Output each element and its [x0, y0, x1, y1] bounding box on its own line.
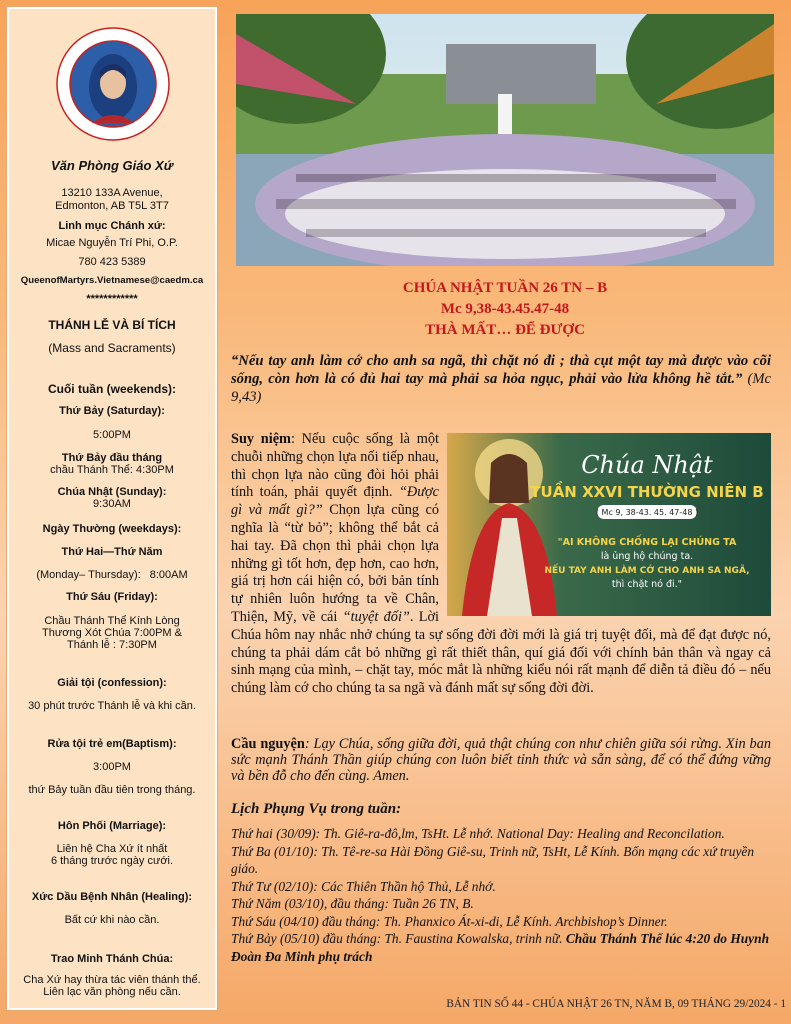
confession-text: 30 phút trước Thánh lễ và khi cần. — [28, 700, 196, 712]
liturgy-item: Thứ Ba (01/10): Th. Tê-re-sa Hài Đồng Giê-su, Trinh nữ, TsHt, Lễ Kính. Bổn mạng các xứ truyền giáo. — [231, 843, 755, 876]
poster-quote-line1: "AI KHÔNG CHỐNG LẠI CHÚNG TA — [557, 537, 737, 548]
communion-line2: Liên lạc văn phòng nếu cần. — [43, 986, 181, 998]
liturgy-last-highlight: Chầu Thánh Thể lúc 4:20 do Huynh Đoàn Đa Minh phụ trách — [231, 931, 770, 964]
prayer-text: : Lạy Chúa, sống giữa đời, quả thật chúng con như chiên giữa sói rừng. Xin ban sức mạnh Thánh Thần giúp chúng con luôn biết tỉnh thức và sẵn sàng, để có thể đứng vững và bền đỗ cho đến cùng. Amen. — [231, 736, 771, 784]
poster-quote-line4: thì chặt nó đi." — [611, 579, 683, 590]
jesus-poster — [447, 433, 771, 616]
stars-divider: ************ — [86, 293, 138, 305]
confession-label: Giải tội (confession): — [57, 677, 167, 689]
poster-quote-line2: là ủng hộ chúng ta. — [600, 551, 694, 562]
poster-reference: ( Mc 9, 38-43. 45. 47-48 ) — [595, 508, 699, 517]
parish-group-photo — [236, 14, 774, 266]
liturgy-title: Lịch Phụng Vụ trong tuần: — [231, 801, 402, 817]
quote-text: “Nếu tay anh làm cớ cho anh sa ngã, thì chặt nó đi ; thà cụt một tay mà được vào cõi sống, còn hơn là có đủ hai tay mà phải sa hỏa ngục, phải vào lửa không hề tắt.” — [231, 353, 771, 387]
poster-title-script: Chúa Nhật — [581, 451, 713, 479]
heading-line3: THÀ MẤT… ĐỂ ĐƯỢC — [425, 322, 585, 338]
healing-text: Bất cứ khi nào cần. — [64, 914, 160, 926]
communion-label: Trao Minh Thánh Chúa: — [50, 953, 174, 965]
mon-thu-label: Thứ Hai—Thứ Năm — [61, 546, 163, 558]
liturgy-item: Thứ Năm (03/10), đầu tháng: Tuần 26 TN, B. — [231, 896, 474, 911]
liturgy-item-last — [231, 930, 771, 965]
reflection-p2: Chọn lựa cũng có nghĩa là “từ bỏ”; không thể bắt cả hai tay. Đã chọn thì phải chọn lựa những gì tốt hơn, đẹp hơn, cao hơn, giá trị hơn cái hiện có, bởi bản tính tự nhiên luôn hướng ta về Chân, Thiện, Mỹ, về cái — [231, 502, 439, 625]
email-link[interactable]: QueenofMartyrs.Vietnamese@caedm.ca — [20, 275, 204, 286]
reflection-lead: Suy niệm — [231, 431, 291, 447]
baptism-time: 3:00PM — [93, 761, 131, 773]
marriage-line2: 6 tháng trước ngày cưới. — [50, 855, 174, 867]
parish-logo — [56, 27, 170, 141]
liturgy-item: Thứ Tư (02/10): Các Thiên Thần hộ Thủ, Lễ nhớ. — [231, 878, 496, 894]
prayer-lead: Cầu nguyện — [231, 736, 305, 752]
reflection-i2: “tuyệt đối” — [342, 608, 410, 625]
gospel-quote — [231, 352, 771, 406]
poster-quote-line3: NẾU TAY ANH LÀM CỚ CHO ANH SA NGÃ, — [544, 566, 750, 576]
reflection-section — [231, 431, 771, 698]
friday-line1: Chầu Thánh Thể Kính Lòng — [44, 615, 180, 627]
mon-thu-line — [13, 569, 211, 582]
sunday-time: 9:30AM — [93, 498, 131, 510]
reflection-p3: . Lời Chúa hôm nay nhắc nhở chúng ta sự sống đời đời mới là giá trị tuyệt đối, mà để đạt được nó, chúng ta phải dám cắt bỏ những gì rất thiết thân, quí giá đối với chính bản thân và ngay cả sinh mạng của mình, – chặt tay, móc mắt là những kiểu nói rất mạnh để diễn tả điều đó – nếu chúng làm cớ cho chúng ta sa ngã và đánh mất sự sống đời đời. — [231, 608, 771, 697]
reflection-i1: “Được gì và mất gì?” — [231, 484, 439, 519]
mon-thu-time: 8:00AM — [149, 569, 188, 581]
saturday-label: Thứ Bảy (Saturday): — [59, 405, 165, 417]
mon-thu-text: (Monday– Thursday): — [36, 569, 141, 581]
first-saturday-text: chầu Thánh Thể: 4:30PM — [50, 464, 174, 476]
marriage-label: Hôn Phối (Marriage): — [57, 820, 167, 832]
phone: 780 423 5389 — [78, 256, 146, 268]
friday-line3: Thánh lễ : 7:30PM — [67, 639, 157, 651]
address-line2: Edmonton, AB T5L 3T7 — [55, 200, 169, 212]
marriage-line1: Liên hệ Cha Xứ ít nhất — [56, 843, 168, 855]
poster-title-main: TUẦN XXVI THƯỜNG NIÊN B — [530, 483, 764, 501]
heading-line1: CHÚA NHẬT TUẦN 26 TN – B — [402, 280, 608, 296]
healing-label: Xức Dầu Bệnh Nhân (Healing): — [31, 891, 193, 903]
sunday-label: Chúa Nhật (Sunday): — [57, 486, 167, 498]
friday-line2: Thương Xót Chúa 7:00PM & — [42, 627, 182, 639]
heading-line2: Mc 9,38-43.45.47-48 — [440, 301, 570, 317]
baptism-label: Rửa tội trẻ em(Baptism): — [47, 738, 177, 750]
friday-label: Thứ Sáu (Friday): — [66, 591, 158, 603]
sunday-heading — [236, 278, 774, 341]
mass-subtitle: (Mass and Sacraments) — [48, 341, 176, 355]
liturgy-last-prefix: Thứ Bảy (05/10) đầu tháng: Th. Faustina Kowalska, trinh nữ. — [231, 931, 566, 946]
page-footer: BẢN TIN SỐ 44 - CHÚA NHẬT 26 TN, NĂM B, 09 THÁNG 29/2024 - 1 — [446, 998, 786, 1010]
sidebar — [7, 7, 217, 1010]
communion-line1: Cha Xứ hay thừa tác viên thánh thể. — [23, 974, 201, 986]
weekdays-label: Ngày Thường (weekdays): — [42, 523, 182, 535]
first-saturday-label: Thứ Bảy đầu tháng — [61, 452, 163, 464]
liturgy-item: Thứ hai (30/09): Th. Giê-ra-đô,lm, TsHt. Lễ nhớ. National Day: Healing and Reconcilation. — [231, 826, 725, 841]
baptism-text: thứ Bảy tuần đầu tiên trong tháng. — [28, 784, 196, 796]
weekend-label: Cuối tuần (weekends): — [47, 382, 176, 396]
pastor-label: Linh mục Chánh xứ: — [58, 220, 166, 232]
office-title: Văn Phòng Giáo Xứ — [51, 158, 173, 173]
quote-ref: (Mc 9,43) — [231, 371, 771, 405]
reflection-p1: : Nếu cuộc sống là một chuỗi những chọn lựa nối tiếp nhau, thì chọn lựa nào cũng đòi hỏi phải tính toán, phải quyết định. — [231, 431, 439, 501]
mass-title: THÁNH LỄ VÀ BÍ TÍCH — [48, 318, 176, 332]
liturgy-list — [231, 825, 771, 965]
liturgy-item: Thứ Sáu (04/10) đầu tháng: Th. Phanxico Át-xi-di, Lễ Kính. Archbishop’s Dinner. — [231, 913, 668, 929]
pastor-name: Micae Nguyễn Trí Phi, O.P. — [46, 237, 178, 249]
address-line1: 13210 133A Avenue, — [61, 187, 163, 199]
prayer-section — [231, 736, 771, 784]
saturday-time: 5:00PM — [93, 429, 131, 441]
